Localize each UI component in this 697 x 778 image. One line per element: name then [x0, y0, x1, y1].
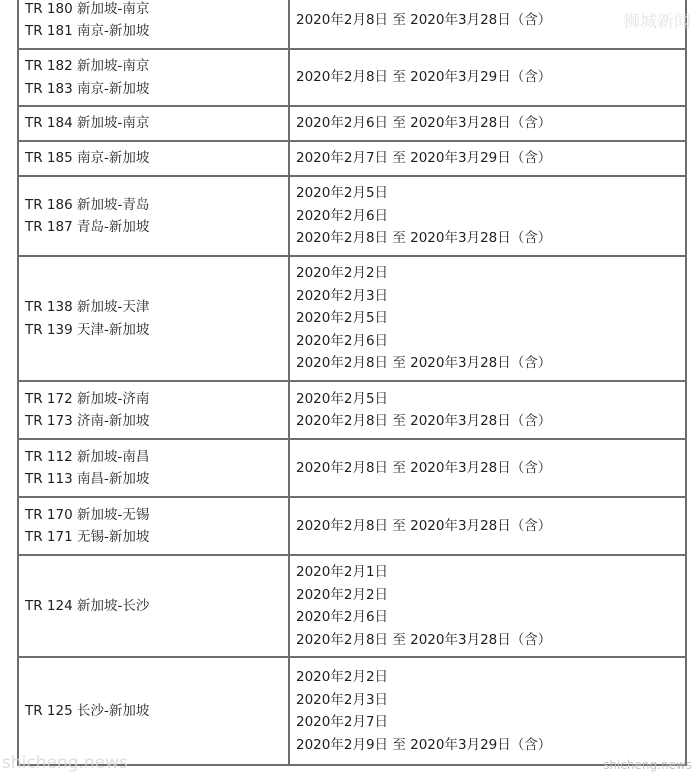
- cancelled-date: 2020年2月9日 至 2020年3月29日（含）: [296, 736, 552, 753]
- cancelled-date: 2020年2月8日 至 2020年3月28日（含）: [296, 631, 552, 648]
- flight-route: TR 113 南昌-新加坡: [25, 471, 150, 487]
- cancelled-date: 2020年2月2日: [296, 265, 389, 282]
- table-row: [18, 439, 686, 497]
- cancelled-date: 2020年2月5日: [296, 310, 389, 327]
- dates-cell: [289, 0, 686, 49]
- dates-cell: [289, 497, 686, 555]
- table-row: [18, 49, 686, 106]
- route-cell: [18, 106, 289, 141]
- flight-route: TR 170 新加坡-无锡: [25, 506, 150, 523]
- table-row: [18, 497, 686, 555]
- cancelled-date: 2020年2月8日 至 2020年3月29日（含）: [296, 69, 552, 86]
- cancelled-date: 2020年2月7日: [296, 714, 389, 730]
- suspended-flights-table: [17, 0, 687, 766]
- flight-route: TR 138 新加坡-天津: [25, 299, 150, 315]
- route-cell: [18, 141, 289, 176]
- flight-route: TR 171 无锡-新加坡: [25, 529, 150, 545]
- cancelled-date: 2020年2月1日: [296, 564, 389, 580]
- cancelled-date: 2020年2月7日 至 2020年3月29日（含）: [296, 150, 552, 167]
- route-cell: [18, 381, 289, 439]
- table-row: [18, 555, 686, 657]
- dates-cell: [289, 555, 686, 657]
- flight-route: TR 173 济南-新加坡: [25, 413, 150, 429]
- cancelled-date: 2020年2月8日 至 2020年3月28日（含）: [296, 11, 552, 28]
- dates-cell: [289, 49, 686, 106]
- flight-route: TR 186 新加坡-青岛: [25, 196, 150, 213]
- dates-cell: [289, 256, 686, 381]
- flight-route: TR 184 新加坡-南京: [25, 115, 150, 132]
- route-cell: [18, 657, 289, 765]
- cancelled-date: 2020年2月5日: [296, 185, 389, 202]
- watermark-bottom-left: shicheng.news: [2, 753, 128, 773]
- cancelled-date: 2020年2月2日: [296, 586, 389, 603]
- flight-route: TR 183 南京-新加坡: [25, 80, 150, 97]
- table-row: [18, 381, 686, 439]
- cancelled-date: 2020年2月8日 至 2020年3月28日（含）: [296, 230, 552, 247]
- cancelled-date: 2020年2月8日 至 2020年3月28日（含）: [296, 355, 552, 372]
- flight-route: TR 182 新加坡-南京: [25, 58, 150, 74]
- table-row: [18, 657, 686, 765]
- cancelled-date: 2020年2月6日 至 2020年3月28日（含）: [296, 115, 552, 132]
- flight-route: TR 124 新加坡-长沙: [25, 597, 150, 614]
- watermark-bottom-right: shicheng.news: [603, 758, 692, 772]
- cancelled-date: 2020年2月6日: [296, 609, 389, 625]
- dates-cell: [289, 381, 686, 439]
- table-body: [18, 0, 686, 765]
- cancelled-date: 2020年2月2日: [296, 669, 389, 685]
- route-cell: [18, 0, 289, 49]
- flight-route: TR 181 南京-新加坡: [25, 23, 150, 39]
- table-row: [18, 256, 686, 381]
- flight-route: TR 185 南京-新加坡: [25, 150, 150, 167]
- watermark-top-right: 狮城新闻: [623, 12, 691, 32]
- flight-route: TR 187 青岛-新加坡: [25, 219, 150, 235]
- flight-route: TR 172 新加坡-济南: [25, 390, 150, 407]
- dates-cell: [289, 106, 686, 141]
- flight-route: TR 139 天津-新加坡: [25, 321, 150, 338]
- dates-cell: [289, 657, 686, 765]
- route-cell: [18, 555, 289, 657]
- cancelled-date: 2020年2月3日: [296, 287, 389, 304]
- route-cell: [18, 439, 289, 497]
- route-cell: [18, 256, 289, 381]
- route-cell: [18, 49, 289, 106]
- route-cell: [18, 497, 289, 555]
- flight-route: TR 180 新加坡-南京: [25, 0, 150, 17]
- cancelled-date: 2020年2月5日: [296, 390, 389, 407]
- dates-cell: [289, 439, 686, 497]
- cancelled-date: 2020年2月6日: [296, 332, 389, 349]
- dates-cell: [289, 141, 686, 176]
- cancelled-date: 2020年2月3日: [296, 691, 389, 708]
- flight-route: TR 112 新加坡-南昌: [25, 448, 150, 465]
- cancelled-date: 2020年2月8日 至 2020年3月28日（含）: [296, 517, 552, 534]
- cancelled-date: 2020年2月6日: [296, 207, 389, 224]
- cancelled-date: 2020年2月8日 至 2020年3月28日（含）: [296, 413, 552, 429]
- table-row: [18, 176, 686, 256]
- dates-cell: [289, 176, 686, 256]
- flight-route: TR 125 长沙-新加坡: [25, 702, 150, 719]
- table-row: [18, 141, 686, 176]
- table-row: [18, 0, 686, 49]
- table-row: [18, 106, 686, 141]
- cancelled-date: 2020年2月8日 至 2020年3月28日（含）: [296, 459, 552, 476]
- route-cell: [18, 176, 289, 256]
